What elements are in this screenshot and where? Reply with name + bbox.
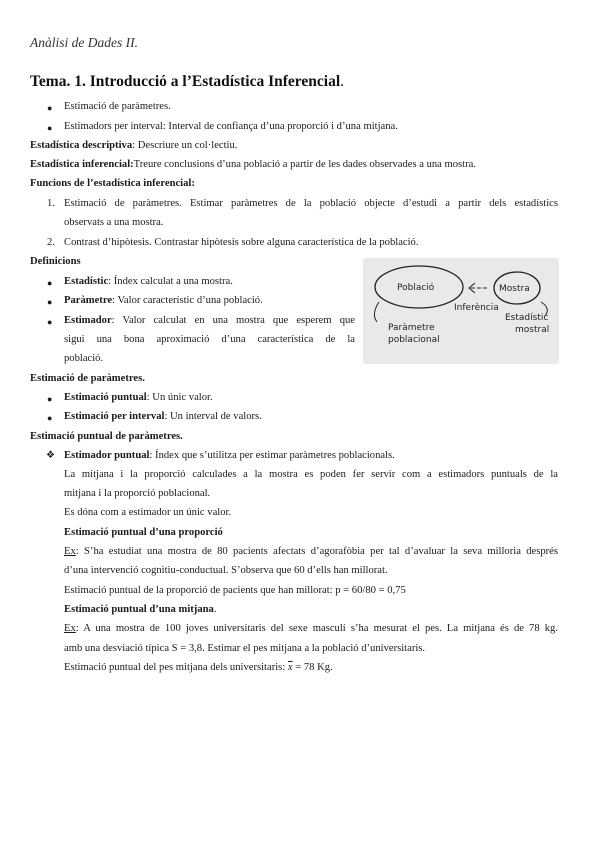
diagram-estadistic-label: Estadístic	[505, 313, 549, 323]
diagram-parametre-label: Paràmetre	[388, 323, 435, 333]
def-estimador-line1: Estimador: Valor calculat en una mostra que esperem que	[64, 315, 355, 326]
def-estadistic: Estadístic: Índex calculat a una mostra.	[64, 276, 233, 287]
intro-bullet-2: Estimadors per interval: Interval de confiança d’una proporció i d’una mitjana.	[64, 121, 398, 132]
bullet-dot-icon: ●	[47, 297, 53, 307]
xbar-symbol: $\overline{x}$	[287, 662, 293, 673]
diagram-inferencia-label: Inferència	[454, 303, 499, 313]
estimacio-puntual-item: Estimació puntual: Un únic valor.	[64, 392, 213, 403]
inferencial-definition: Estadística inferencial:Treure conclusions d’una població a partir de les dades observades a una mostra.	[30, 159, 477, 170]
puntual-paragraph-2: Es dóna com a estimador un únic valor.	[64, 507, 232, 518]
document-header: Anàlisi de Dades II.	[30, 35, 138, 50]
proporcio-heading: Estimació puntual d’una proporció	[64, 527, 223, 538]
curve-arrow-left	[374, 302, 379, 322]
bullet-dot-icon: ●	[47, 317, 53, 327]
diagram-poblacional-label: poblacional	[388, 335, 440, 345]
def-parametre: Paràmetre: Valor característic d’una població.	[64, 295, 263, 306]
estimacio-interval-item: Estimació per interval: Un interval de valors.	[64, 411, 262, 422]
puntual-heading: Estimació puntual de paràmetres.	[30, 431, 183, 442]
function-number-2: 2.	[47, 237, 55, 248]
descriptiva-definition: Estadística descriptiva: Descriure un col·lectiu.	[30, 140, 238, 151]
proporcio-result: Estimació puntual de la proporció de pacients que han millorat: p = 60/80 = 0,75	[64, 585, 406, 596]
bullet-dot-icon: ●	[47, 103, 53, 113]
intro-bullet-1: Estimació de paràmetres.	[64, 101, 171, 112]
def-estimador-line3: població.	[64, 353, 104, 364]
mitjana-result: Estimació puntual del pes mitjana dels universitaris: $\overline{x} = 78$ Kg.	[64, 662, 333, 673]
estimador-puntual-def: Estimador puntual: Índex que s’utilitza per estimar paràmetres poblacionals.	[64, 450, 395, 461]
diamond-bullet-icon: ❖	[46, 450, 55, 461]
function-item-1-line1: Estimació de paràmetres. Estimar paràmetres de la població objecte d’estudi a partir dels estadístics	[64, 198, 558, 209]
mitjana-heading: Estimació puntual d’una mitjana.	[64, 604, 217, 615]
bullet-dot-icon: ●	[47, 123, 53, 133]
diagram-poblacio-label: Població	[397, 283, 435, 293]
page-title: Tema. 1. Introducció a l’Estadística Inferencial.	[30, 73, 345, 90]
bullet-dot-icon: ●	[47, 278, 53, 288]
function-item-1-line2: observats a una mostra.	[64, 217, 164, 228]
puntual-paragraph-line1: La mitjana i la proporció calculades a la mostra es poden fer servir com a estimadors puntuals de la	[64, 469, 558, 480]
puntual-paragraph-line2: mitjana i la proporció poblacional.	[64, 488, 211, 499]
mitjana-example-line2: amb una desviació típica S = 3,8. Estimar el pes mitjana a la població d’universitaris.	[64, 643, 426, 654]
proporcio-example-line2: d’una intervenció cognitiu-conductual. S’observa que 60 d’ells han millorat.	[64, 565, 388, 576]
mitjana-example-line1: Ex: A una mostra de 100 joves universitaris del sexe masculí s’ha mesurat el pes. La mitjana és de 78 kg.	[64, 623, 558, 634]
bullet-dot-icon: ●	[47, 413, 53, 423]
proporcio-example-line1: Ex: S’ha estudiat una mostra de 80 pacients afectats d’agorafòbia per tal d’avaluar la seva milloria després	[64, 546, 558, 557]
inference-diagram	[363, 258, 559, 364]
def-estimador-line2: sigui una bona aproximació d’una característica de la	[64, 334, 355, 345]
estimacio-heading: Estimació de paràmetres.	[30, 373, 145, 384]
bullet-dot-icon: ●	[47, 394, 53, 404]
diagram-mostra-label: Mostra	[499, 284, 530, 294]
function-item-2: Contrast d’hipòtesis. Contrastar hipòtesis sobre alguna característica de la població.	[64, 237, 419, 248]
functions-heading: Funcions de l’estadística inferencial:	[30, 178, 195, 189]
function-number-1: 1.	[47, 198, 55, 209]
diagram-mostral-label: mostral	[515, 325, 550, 335]
definitions-heading: Definicions	[30, 256, 81, 267]
